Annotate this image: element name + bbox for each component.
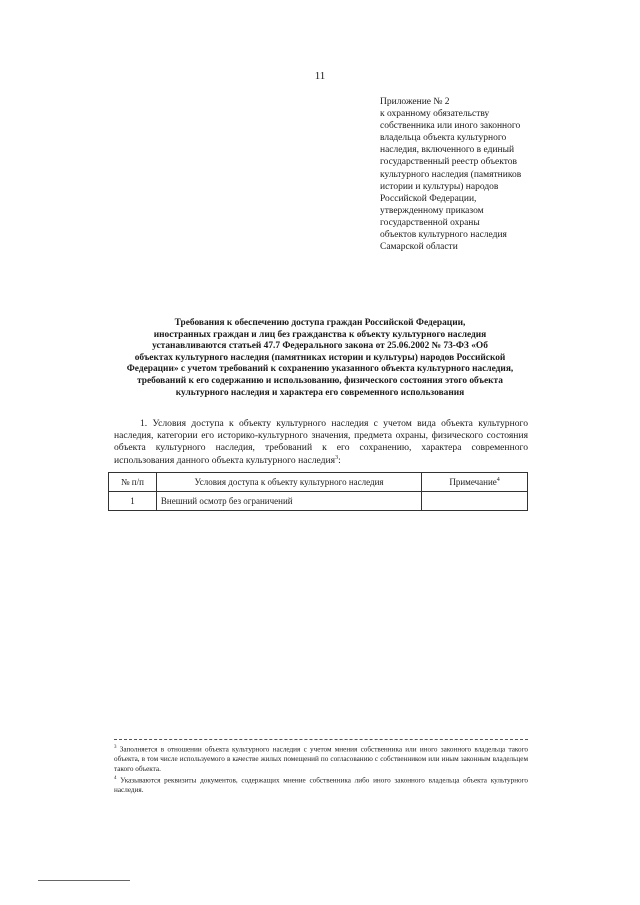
appendix-line: Самарской области bbox=[380, 242, 458, 253]
appendix-line: истории и культуры) народов bbox=[380, 181, 499, 192]
appendix-line: культурного наследия (памятников bbox=[380, 169, 522, 180]
access-conditions-table bbox=[108, 472, 528, 511]
title-line: Федерации» с учетом требований к сохранению указанного объекта культурного наследия, bbox=[126, 364, 514, 375]
title-line: устанавливаются статьей 47.7 Федерального закона от 25.06.2002 № 73-ФЗ «Об bbox=[152, 341, 488, 352]
document-title bbox=[112, 318, 528, 399]
row-note bbox=[422, 492, 528, 511]
appendix-line: собственника или иного законного bbox=[380, 121, 521, 132]
header-conditions: Условия доступа к объекту культурного наследия bbox=[156, 473, 421, 492]
header-num: № п/п bbox=[109, 473, 157, 492]
footnote-text: Заполняется в отношении объекта культурного наследия с учетом мнения собственника или иного законного владельца такого объекта, в том числе используемого в качестве жилых помещений по согласованию с собственником или иным законным владельцем такого объекта. bbox=[114, 745, 528, 773]
footnote-item bbox=[114, 743, 528, 774]
title-line: требований к его содержанию и использованию, физического состояния этого объекта bbox=[137, 375, 503, 386]
footnote-item bbox=[114, 774, 528, 796]
table-row bbox=[109, 492, 528, 511]
appendix-header bbox=[380, 96, 600, 253]
access-conditions-paragraph bbox=[114, 418, 528, 467]
paragraph-text: 1. Условия доступа к объекту культурного наследия с учетом вида объекта культурного наследия, категории его историко-культурного значения, предмета охраны, физического состояния объекта культурного наследия, требований к его сохранению, характера современного использования данного объекта культурного наследия bbox=[114, 418, 528, 467]
appendix-line: владельца объекта культурного bbox=[380, 133, 507, 144]
appendix-line: утвержденному приказом bbox=[380, 205, 484, 216]
appendix-line: к охранному обязательству bbox=[380, 109, 490, 120]
table-header-row bbox=[109, 473, 528, 492]
footnotes bbox=[114, 743, 528, 796]
title-line: Требования к обеспечению доступа граждан Российской Федерации, bbox=[174, 318, 466, 328]
footnote-ref: 4 bbox=[496, 477, 500, 483]
row-conditions: Внешний осмотр без ограничений bbox=[156, 492, 421, 511]
title-line: объектах культурного наследия (памятниках истории и культуры) народов Российской bbox=[134, 352, 506, 363]
page-number: 11 bbox=[314, 70, 326, 82]
paragraph-suffix: : bbox=[338, 455, 341, 467]
footnote-ref: 3 bbox=[335, 455, 339, 462]
footnote-text: Указываются реквизиты документов, содержащих мнение собственника либо иного законного владельца объекта культурного наследия. bbox=[114, 776, 528, 795]
appendix-line: государственный реестр объектов bbox=[380, 157, 517, 168]
appendix-line: Приложение № 2 bbox=[380, 97, 450, 107]
appendix-line: наследия, включенного в единый bbox=[380, 145, 515, 156]
row-num: 1 bbox=[109, 492, 157, 511]
header-note bbox=[422, 473, 528, 492]
footnote-separator bbox=[114, 739, 528, 740]
title-line: иностранных граждан и лиц без гражданства к объекту культурного наследия bbox=[153, 329, 487, 340]
header-note-label: Примечание bbox=[449, 477, 497, 487]
appendix-line: государственной охраны bbox=[380, 217, 480, 228]
title-line: культурного наследия и характера его современного использования bbox=[175, 387, 465, 398]
appendix-line: объектов культурного наследия bbox=[380, 230, 507, 241]
footnote-mark: 4 bbox=[114, 776, 117, 782]
appendix-line: Российской Федерации, bbox=[380, 193, 477, 204]
bottom-scan-line bbox=[38, 880, 130, 881]
footnote-mark: 3 bbox=[114, 745, 117, 750]
